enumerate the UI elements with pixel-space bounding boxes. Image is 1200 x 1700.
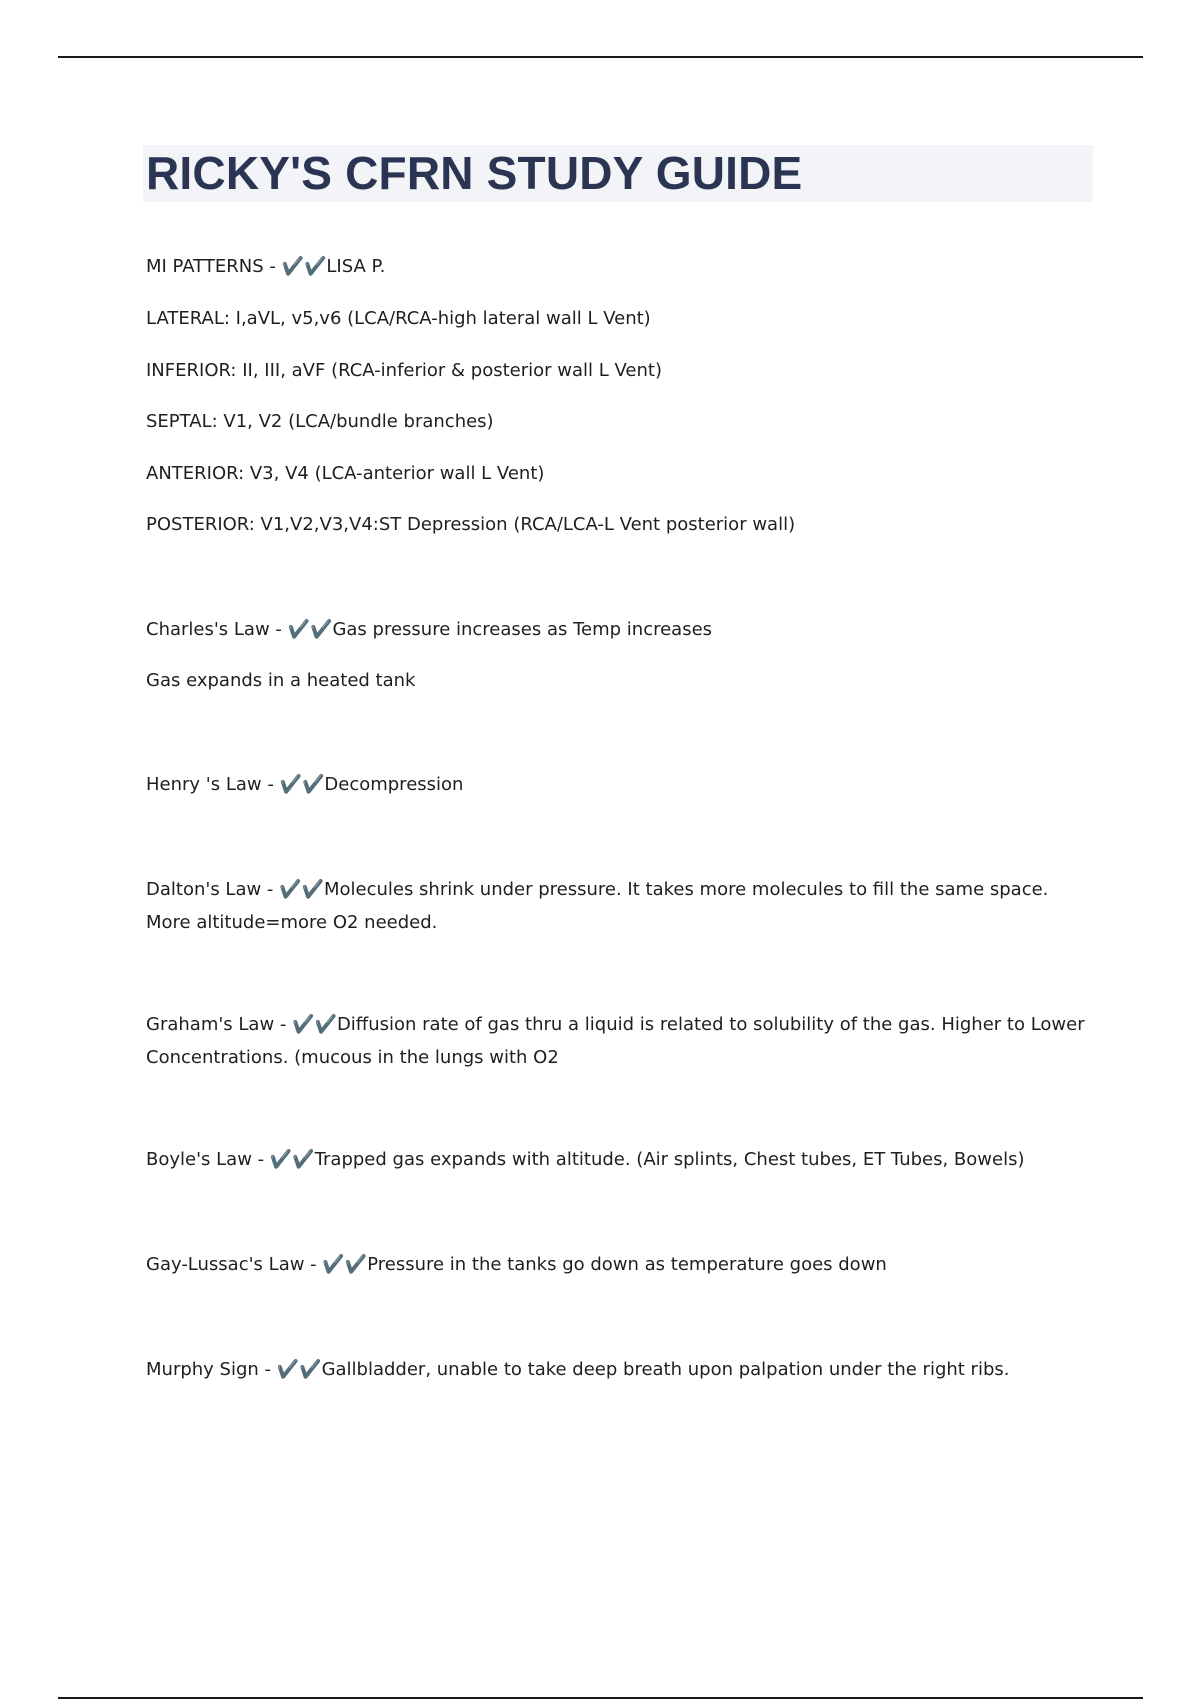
grahams-law-paragraph: Graham's Law - ✔️✔️Diffusion rate of gas thru a liquid is related to solubility of the gas. Higher to Lower Concentrations. (mucous in the lungs with O2 — [146, 1014, 1085, 1068]
mi-septal-line: SEPTAL: V1, V2 (LCA/bundle branches) — [146, 411, 494, 432]
mi-anterior-line: ANTERIOR: V3, V4 (LCA-anterior wall L Vent) — [146, 463, 545, 484]
charles-law-detail: Gas expands in a heated tank — [146, 670, 416, 691]
mi-inferior-line: INFERIOR: II, III, aVF (RCA-inferior & posterior wall L Vent) — [146, 360, 662, 381]
daltons-law-paragraph: Dalton's Law - ✔️✔️Molecules shrink under pressure. It takes more molecules to fill the same space. More altitude=more O2 needed. — [146, 879, 1049, 933]
page-title: RICKY'S CFRN STUDY GUIDE — [146, 147, 803, 199]
murphy-sign-line: Murphy Sign - ✔️✔️Gallbladder, unable to take deep breath upon palpation under the right ribs. — [146, 1359, 1010, 1380]
mi-lateral-line: LATERAL: I,aVL, v5,v6 (LCA/RCA-high lateral wall L Vent) — [146, 308, 651, 329]
henrys-law-line: Henry 's Law - ✔️✔️Decompression — [146, 774, 464, 795]
mi-posterior-line: POSTERIOR: V1,V2,V3,V4:ST Depression (RCA/LCA-L Vent posterior wall) — [146, 514, 796, 535]
charles-law-line: Charles's Law - ✔️✔️Gas pressure increases as Temp increases — [146, 619, 713, 640]
top-divider — [58, 56, 1143, 58]
gay-lussacs-law-line: Gay-Lussac's Law - ✔️✔️Pressure in the tanks go down as temperature goes down — [146, 1254, 887, 1275]
boyles-law-line: Boyle's Law - ✔️✔️Trapped gas expands with altitude. (Air splints, Chest tubes, ET Tubes, Bowels) — [146, 1149, 1025, 1170]
mi-patterns-heading: MI PATTERNS - ✔️✔️LISA P. — [146, 256, 386, 277]
bottom-divider — [58, 1697, 1143, 1699]
